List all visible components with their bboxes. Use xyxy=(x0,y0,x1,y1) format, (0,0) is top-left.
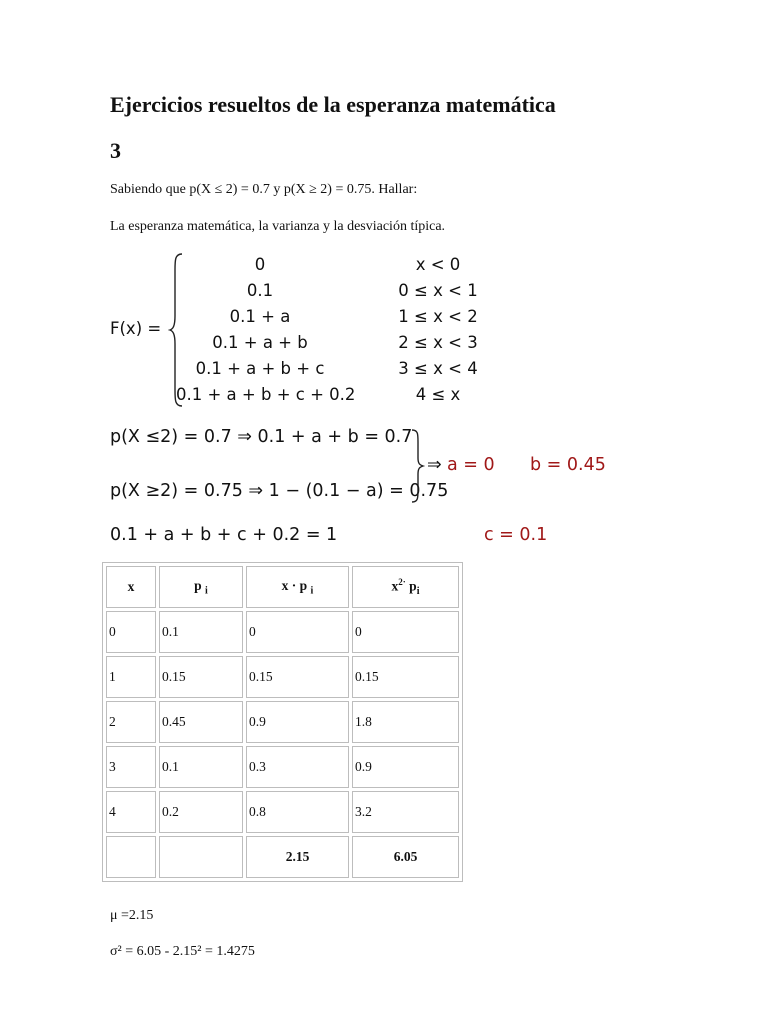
case-value: 0.1 + a + b + c xyxy=(195,359,325,378)
cell: 0.1 xyxy=(159,746,243,788)
solution-b: b = 0.45 xyxy=(530,455,606,475)
header-pi: p $_i$ xyxy=(159,566,243,608)
cell: 1.8 xyxy=(352,701,459,743)
case-condition: 4 ≤ x xyxy=(415,385,461,404)
variance-result: σ² = 6.05 - 2.15² = 1.4275 xyxy=(110,944,255,959)
cell: 0.2 xyxy=(159,791,243,833)
cell: 0.9 xyxy=(246,701,349,743)
cell xyxy=(106,836,156,878)
case-condition: x < 0 xyxy=(415,255,461,274)
cell: 3 xyxy=(106,746,156,788)
case-value: 0.1 xyxy=(246,281,274,300)
cell: 0.8 xyxy=(246,791,349,833)
problem-task: La esperanza matemática, la varianza y la desviación típica. xyxy=(110,219,446,234)
equation-2: p(X ≥2) = 0.75 ⇒ 1 − (0.1 − a) = 0.75 xyxy=(110,481,449,501)
cell: 2 xyxy=(106,701,156,743)
equation-1: p(X ≤2) = 0.7 ⇒ 0.1 + a + b = 0.7 xyxy=(110,427,413,447)
table-header-row xyxy=(106,566,459,608)
case-condition: 3 ≤ x < 4 xyxy=(398,359,478,378)
case-value: 0 xyxy=(254,255,266,274)
table-row xyxy=(106,656,459,698)
sum-equation: 0.1 + a + b + c + 0.2 = 1 xyxy=(110,525,338,545)
cell: 0.15 xyxy=(352,656,459,698)
mean-result: μ =2.15 xyxy=(110,908,154,923)
cell: 0 xyxy=(106,611,156,653)
exercise-number: 3 xyxy=(110,138,121,163)
cell: 0.1 xyxy=(159,611,243,653)
solution-c: c = 0.1 xyxy=(484,525,548,545)
total-x2-pi: 6.05 xyxy=(352,836,459,878)
cell: 0.3 xyxy=(246,746,349,788)
case-value: 0.1 + a + b + c + 0.2 xyxy=(176,385,356,404)
table-row xyxy=(106,746,459,788)
case-value: 0.1 + a xyxy=(229,307,291,326)
cell: 0 xyxy=(246,611,349,653)
case-condition: 1 ≤ x < 2 xyxy=(398,307,478,326)
table-row xyxy=(106,701,459,743)
cell: 0 xyxy=(352,611,459,653)
header-x2-pi: $x^{2\cdot}$ $p_i$ xyxy=(352,566,459,608)
table-row xyxy=(106,611,459,653)
cell: 1 xyxy=(106,656,156,698)
cell: 4 xyxy=(106,791,156,833)
case-condition: 0 ≤ x < 1 xyxy=(398,281,478,300)
case-value: 0.1 + a + b xyxy=(212,333,308,352)
total-x-pi: 2.15 xyxy=(246,836,349,878)
cell: 0.15 xyxy=(246,656,349,698)
function-lhs: F(x) = xyxy=(110,319,162,338)
cell xyxy=(159,836,243,878)
table-totals-row xyxy=(106,836,459,878)
problem-statement: Sabiendo que p(X ≤ 2) = 0.7 y p(X ≥ 2) = 0.75. Hallar: xyxy=(110,182,418,197)
cell: 3.2 xyxy=(352,791,459,833)
table-row xyxy=(106,791,459,833)
header-x-pi: x · p $_i$ xyxy=(246,566,349,608)
implies-arrow: ⇒ xyxy=(427,455,442,475)
cell: 0.45 xyxy=(159,701,243,743)
case-condition: 2 ≤ x < 3 xyxy=(398,333,478,352)
right-brace xyxy=(410,428,426,504)
header-x: x xyxy=(106,566,156,608)
cell: 0.15 xyxy=(159,656,243,698)
page-title: Ejercicios resueltos de la esperanza matemática xyxy=(110,92,556,117)
solution-a: a = 0 xyxy=(447,455,495,475)
cell: 0.9 xyxy=(352,746,459,788)
probability-table xyxy=(102,562,463,882)
